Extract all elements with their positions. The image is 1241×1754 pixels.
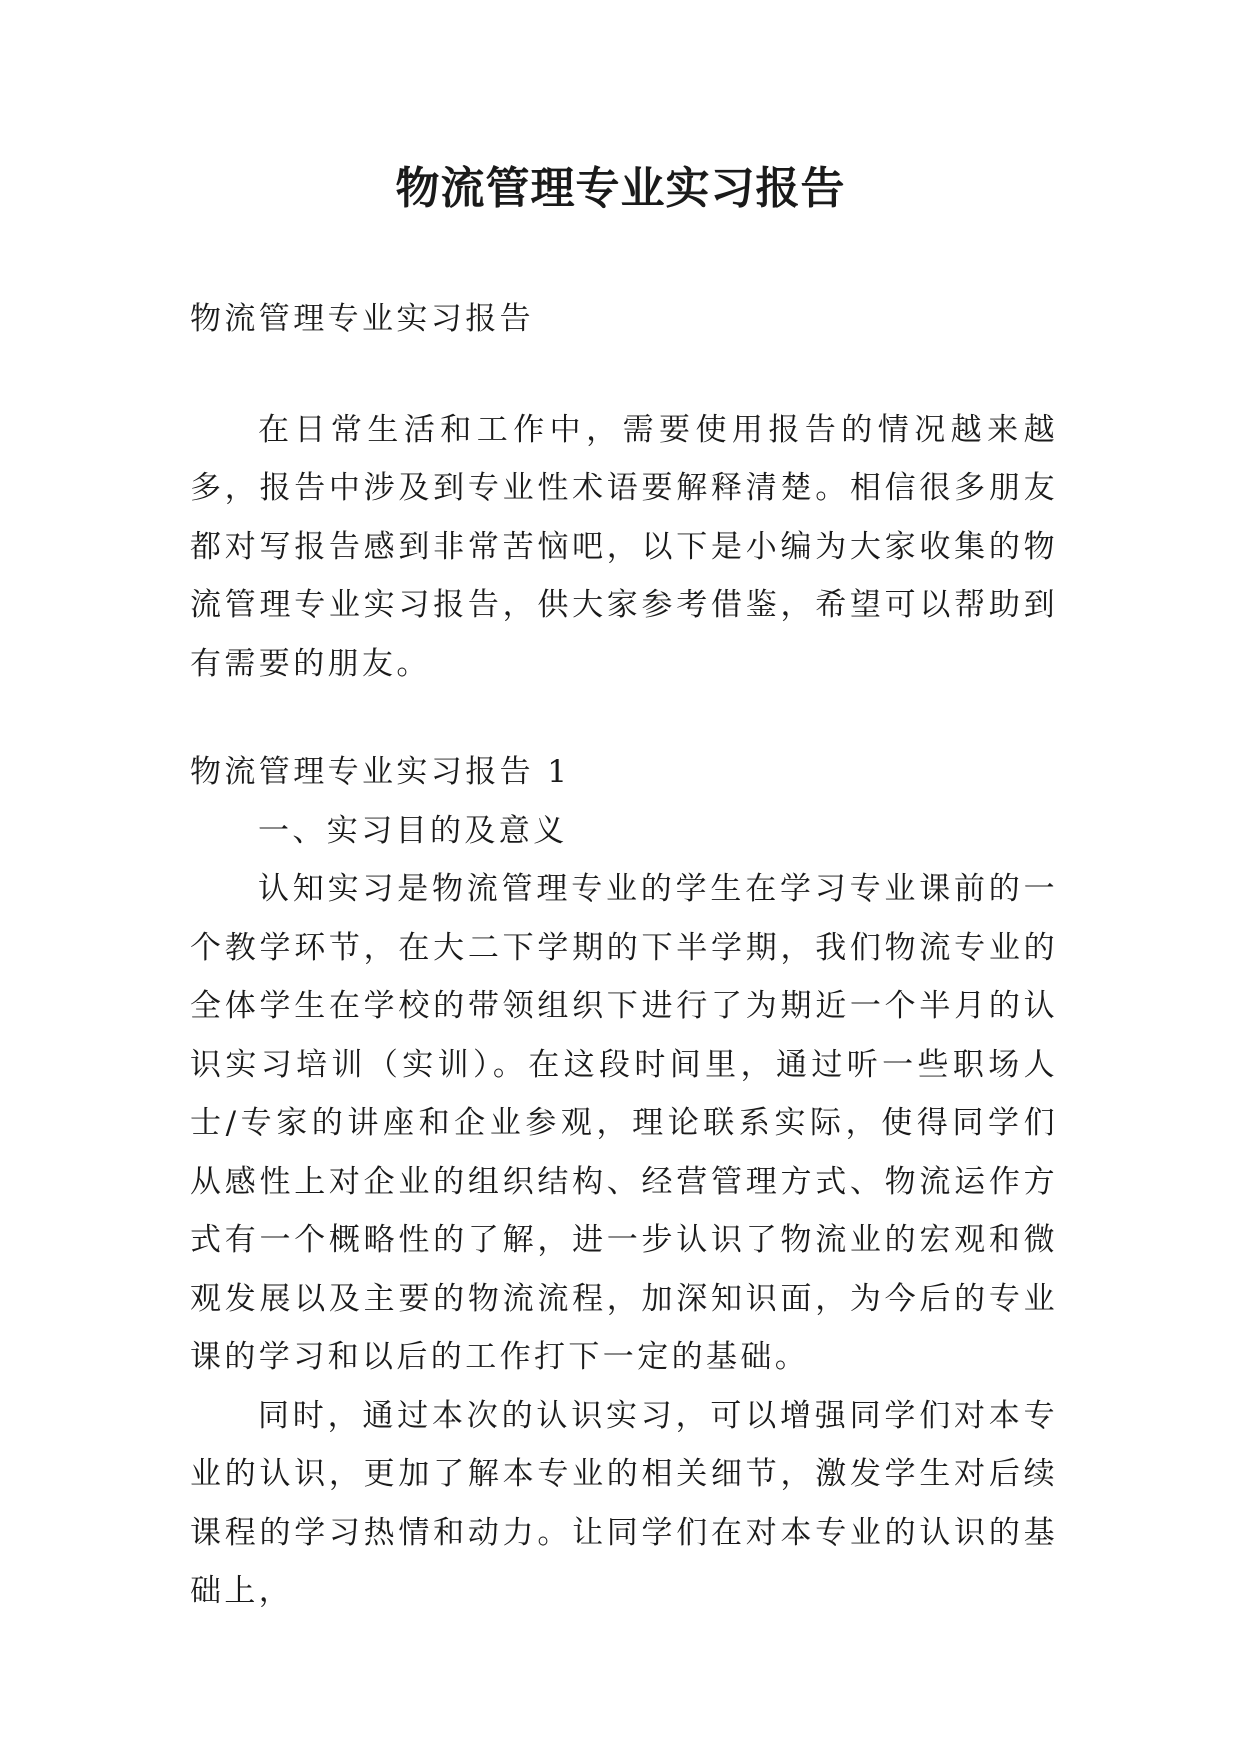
intro-paragraph: 在日常生活和工作中，需要使用报告的情况越来越多，报告中涉及到专业性术语要解释清楚。相信很多朋友都对写报告感到非常苦恼吧，以下是小编为大家收集的物流管理专业实习报告，供大家参考借鉴，希望可以帮助到有需要的朋友。 xyxy=(190,411,1058,682)
spacer xyxy=(190,349,1058,401)
section-heading: 物流管理专业实习报告 1 xyxy=(190,754,571,790)
body-paragraph: 认知实习是物流管理专业的学生在学习专业课前的一个教学环节，在大二下学期的下半学期，我们物流专业的全体学生在学校的带领组织下进行了为期近一个半月的认识实习培训（实训）。在这段时间里，通过听一些职场人士/专家的讲座和企业参观，理论联系实际，使得同学们从感性上对企业的组织结构、经营管理方式、物流运作方式有一个概略性的了解，进一步认识了物流业的宏观和微观发展以及主要的物流流程，加深知识面，为今后的专业课的学习和以后的工作打下一定的基础。 xyxy=(190,871,1058,1375)
document-body xyxy=(190,290,1058,1621)
document-title: 物流管理专业实习报告 xyxy=(395,163,846,214)
body-paragraph: 同时，通过本次的认识实习，可以增强同学们对本专业的认识，更加了解本专业的相关细节，激发学生对后续课程的学习热情和动力。让同学们在对本专业的认识的基础上， xyxy=(190,1397,1058,1609)
document-subtitle: 物流管理专业实习报告 xyxy=(190,301,534,337)
item-heading: 一、实习目的及意义 xyxy=(258,812,568,849)
